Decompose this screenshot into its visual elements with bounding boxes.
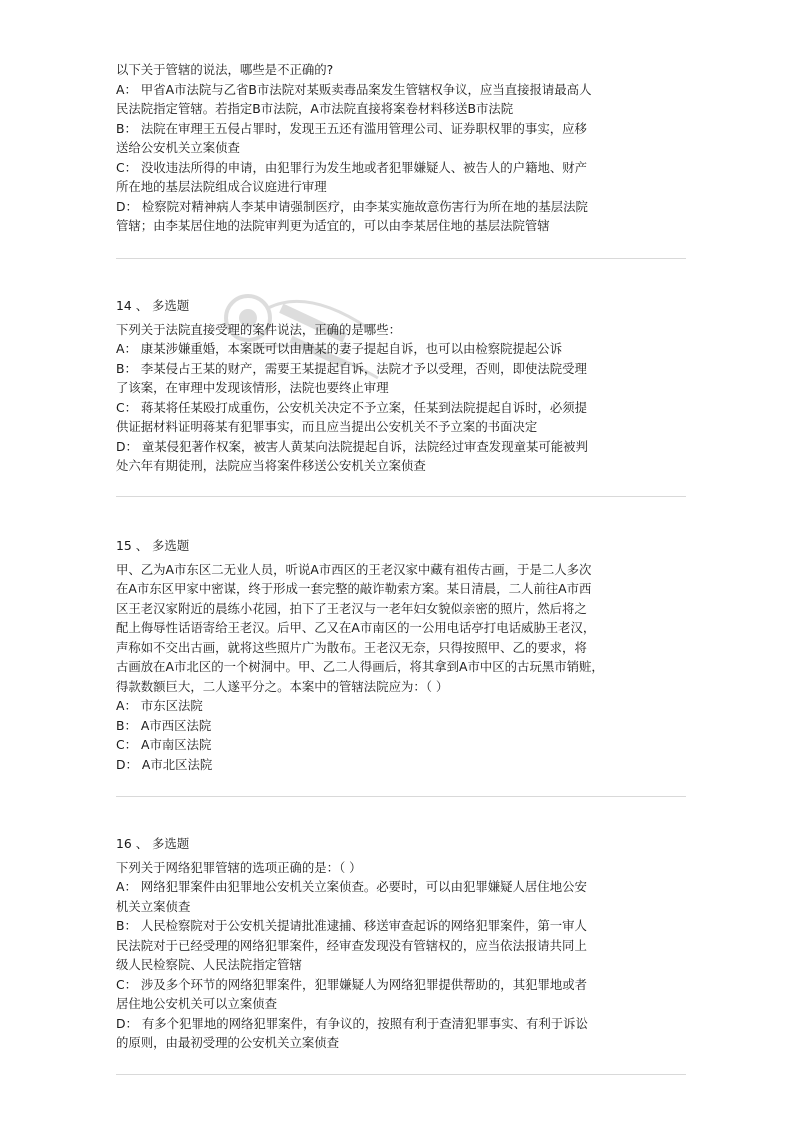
question-stem-line-3: 区王老汉家附近的晨练小花园，拍下了王老汉与一老年妇女貌似亲密的照片，然后将之 <box>116 600 587 616</box>
question-header: 14 、 多选题 <box>116 298 190 313</box>
option-b-line-3: 级人民检察院、人民法院指定管辖 <box>116 957 302 972</box>
option-d-line-1: D： A市北区法院 <box>116 756 213 772</box>
option-c-line-1: C： 涉及多个环节的网络犯罪案件，犯罪嫌疑人为网络犯罪提供帮助的，其犯罪地或者 <box>116 976 588 992</box>
option-c-line-2: 供证据材料证明蒋某有犯罪事实，而且应当提出公安机关不予立案的书面决定 <box>116 419 538 434</box>
question-stem-line-4: 配上侮辱性话语寄给王老汉。后甲、乙又在A市南区的一公用电话亭打电话威胁王老汉， <box>116 620 596 635</box>
option-a-line-1: A： 市东区法院 <box>116 698 203 713</box>
divider <box>116 258 686 259</box>
option-b-line-1: B： A市西区法院 <box>116 717 212 733</box>
option-c-line-2: 居住地公安机关可以立案侦查 <box>116 996 278 1011</box>
option-a-line-1: A： 网络犯罪案件由犯罪地公安机关立案侦查。必要时，可以由犯罪嫌疑人居住地公安 <box>116 879 587 894</box>
question-stem-line-7: 得款数额巨大，二人遂平分之。本案中的管辖法院应为：（ ） <box>116 678 449 694</box>
question-header: 15 、 多选题 <box>116 538 190 553</box>
option-d-line-2: 处六年有期徒刑，法院应当将案件移送公安机关立案侦查 <box>116 458 426 473</box>
option-d-line-2: 的原则，由最初受理的公安机关立案侦查 <box>116 1035 340 1050</box>
question-stem-line-1: 甲、乙为A市东区二无业人员，听说A市西区的王老汉家中藏有祖传古画，于是二人多次 <box>116 561 592 577</box>
divider <box>116 496 686 497</box>
option-b-line-1: B： 人民检察院对于公安机关提请批准逮捕、移送审查起诉的网络犯罪案件，第一审人 <box>116 918 587 933</box>
question-stem: 下列关于法院直接受理的案件说法，正确的是哪些： <box>116 321 401 337</box>
option-c-line-1: C： A市南区法院 <box>116 737 212 752</box>
question-13 <box>116 60 686 236</box>
option-a-line-1: A： 甲省A市法院与乙省B市法院对某贩卖毒品案发生管辖权争议，应当直接报请最高人 <box>116 81 592 97</box>
option-b-line-2: 送给公安机关立案侦查 <box>116 140 240 155</box>
question-15 <box>116 536 686 774</box>
option-d-line-1: D： 童某侵犯著作权案，被害人黄某向法院提起自诉，法院经过审查发现童某可能被判 <box>116 438 588 454</box>
option-a-line-2: 机关立案侦查 <box>116 898 191 914</box>
question-stem: 以下关于管辖的说法，哪些是不正确的? <box>116 62 334 77</box>
question-stem-line-6: 古画放在A市北区的一个树洞中。甲、乙二人得画后，将其拿到A市中区的古玩黑市销赃， <box>116 659 604 674</box>
option-c-line-2: 所在地的基层法院组成合议庭进行审理 <box>116 179 327 194</box>
divider <box>116 1074 686 1075</box>
option-a-line-1: A： 康某涉嫌重婚，本案既可以由唐某的妻子提起自诉，也可以由检察院提起公诉 <box>116 341 563 356</box>
option-b-line-2: 民法院对于已经受理的网络犯罪案件，经审查发现没有管辖权的，应当依法报请共同上 <box>116 937 587 953</box>
question-header: 16 、 多选题 <box>116 836 190 851</box>
question-14 <box>116 296 686 476</box>
option-b-line-2: 了该案，在审理中发现该情形，法院也要终止审理 <box>116 380 389 395</box>
question-stem-line-5: 声称如不交出古画，就将这些照片广为散布。王老汉无奈，只得按照甲、乙的要求，将 <box>116 639 587 655</box>
divider <box>116 796 686 797</box>
option-d-line-1: D： 检察院对精神病人李某申请强制医疗，由李某实施故意伤害行为所在地的基层法院 <box>116 198 588 214</box>
option-d-line-1: D： 有多个犯罪地的网络犯罪案件，有争议的，按照有利于查清犯罪事实、有利于诉讼 <box>116 1015 588 1031</box>
option-c-line-1: C： 蒋某将任某殴打成重伤，公安机关决定不予立案，任某到法院提起自诉时，必须提 <box>116 399 588 415</box>
question-stem-line-2: 在A市东区甲家中密谋，终于形成一套完整的敲诈勒索方案。某日清晨，二人前往A市西 <box>116 581 592 596</box>
question-stem: 下列关于网络犯罪管辖的选项正确的是：（ ） <box>116 859 362 875</box>
option-d-line-2: 管辖；由李某居住地的法院审判更为适宜的，可以由李某居住地的基层法院管辖 <box>116 218 550 233</box>
question-16 <box>116 834 686 1053</box>
option-a-line-2: 民法院指定管辖。若指定B市法院，A市法院直接将案卷材料移送B市法院 <box>116 101 514 116</box>
option-b-line-1: B： 李某侵占王某的财产，需要王某提起自诉，法院才予以受理，否则，即使法院受理 <box>116 360 587 376</box>
option-b-line-1: B： 法院在审理王五侵占罪时，发现王五还有滥用管理公司、证券职权罪的事实，应移 <box>116 120 587 136</box>
option-c-line-1: C： 没收违法所得的申请，由犯罪行为发生地或者犯罪嫌疑人、被告人的户籍地、财产 <box>116 159 588 175</box>
